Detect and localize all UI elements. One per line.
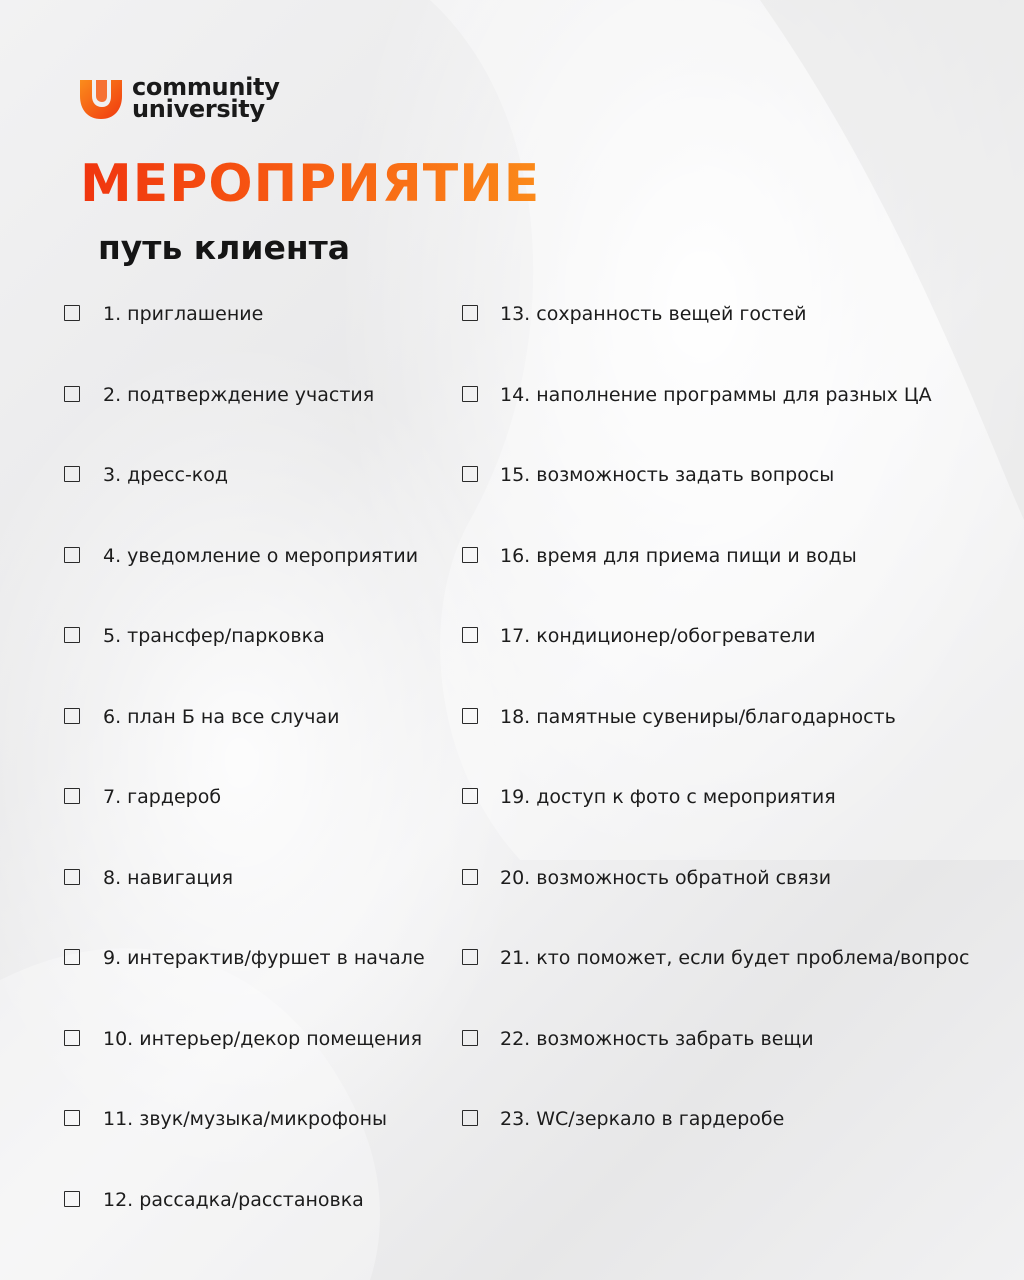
checkbox[interactable] — [462, 949, 478, 965]
checklist-item-label: 21. кто поможет, если будет проблема/вопрос — [500, 947, 970, 969]
checklist-item[interactable] — [462, 777, 1018, 858]
checkbox[interactable] — [64, 547, 80, 563]
checklist-item[interactable] — [462, 1019, 1018, 1100]
checklist-item[interactable] — [64, 536, 454, 617]
checklist-item-label: 10. интерьер/декор помещения — [103, 1027, 423, 1050]
checklist-item-label: 12. рассадка/расстановка — [103, 1188, 364, 1211]
checklist-item[interactable] — [64, 777, 454, 858]
checklist-item-label: 1. приглашение — [103, 303, 264, 325]
checklist-item[interactable] — [64, 616, 454, 697]
checkbox[interactable] — [64, 1030, 80, 1046]
checkbox[interactable] — [64, 788, 80, 804]
logo-line-university: university — [132, 95, 265, 123]
checkbox[interactable] — [462, 305, 478, 321]
checklist-item-label: 11. звук/музыка/микрофоны — [103, 1108, 388, 1130]
checklist-item[interactable] — [64, 294, 454, 375]
checkbox[interactable] — [64, 949, 80, 965]
checklist-item-label: 22. возможность забрать вещи — [500, 1027, 814, 1050]
checkbox[interactable] — [64, 305, 80, 321]
checklist-left-column — [64, 294, 454, 1264]
page-title: МЕРОПРИЯТИЕ — [80, 154, 541, 214]
checkbox[interactable] — [64, 708, 80, 724]
checklist-item-label: 18. памятные сувениры/благодарность — [500, 705, 896, 728]
checklist-item-label: 15. возможность задать вопросы — [500, 464, 835, 486]
checklist-right-column — [462, 294, 1018, 1264]
checkbox[interactable] — [64, 627, 80, 643]
checkbox[interactable] — [462, 466, 478, 482]
checkbox[interactable] — [462, 386, 478, 402]
checkbox[interactable] — [64, 466, 80, 482]
checklist-item-label: 13. сохранность вещей гостей — [500, 303, 807, 325]
checklist-item-label: 14. наполнение программы для разных ЦА — [500, 383, 932, 406]
checklist-item[interactable] — [64, 1099, 454, 1180]
checklist-item-label: 5. трансфер/парковка — [103, 625, 325, 647]
checklist-item[interactable] — [462, 697, 1018, 778]
checklist-item-label: 9. интерактив/фуршет в начале — [103, 947, 425, 969]
checklist-item[interactable] — [64, 938, 454, 1019]
logo-wordmark — [132, 73, 280, 123]
checklist-item-label: 20. возможность обратной связи — [500, 866, 832, 889]
checklist-item[interactable] — [64, 375, 454, 456]
checklist-item-label: 6. план Б на все случаи — [103, 705, 340, 728]
checklist-item-label: 23. WC/зеркало в гардеробе — [500, 1108, 785, 1130]
checkbox[interactable] — [462, 1030, 478, 1046]
checklist-item-label: 4. уведомление о мероприятии — [103, 544, 419, 567]
checklist-item[interactable] — [462, 455, 1018, 536]
checkbox[interactable] — [64, 1191, 80, 1207]
checkbox[interactable] — [64, 1110, 80, 1126]
checklist-item-label: 2. подтверждение участия — [103, 383, 375, 406]
logo-line-community: community — [132, 73, 280, 101]
checklist-item[interactable] — [64, 455, 454, 536]
checklist-item[interactable] — [64, 697, 454, 778]
checklist-item-label: 3. дресс-код — [103, 464, 229, 486]
checkbox[interactable] — [64, 386, 80, 402]
checklist-item[interactable] — [64, 1180, 454, 1261]
checklist-item[interactable] — [462, 294, 1018, 375]
checklist-item[interactable] — [462, 616, 1018, 697]
u-letter-logo-icon — [78, 76, 124, 120]
checklist-item-label: 8. навигация — [103, 866, 234, 889]
checklist-item-label: 17. кондиционер/обогреватели — [500, 625, 816, 647]
checkbox[interactable] — [462, 788, 478, 804]
checklist-item[interactable] — [462, 938, 1018, 1019]
checklist-item[interactable] — [462, 1099, 1018, 1180]
checklist-item-label: 16. время для приема пищи и воды — [500, 544, 857, 567]
checklist-item[interactable] — [462, 536, 1018, 617]
checkbox[interactable] — [462, 869, 478, 885]
checkbox[interactable] — [462, 547, 478, 563]
checklist-item-label: 7. гардероб — [103, 786, 222, 808]
checklist-item[interactable] — [462, 375, 1018, 456]
checklist-item[interactable] — [462, 858, 1018, 939]
checklist-item[interactable] — [64, 1019, 454, 1100]
checklist-item-label: 19. доступ к фото с мероприятия — [500, 786, 836, 808]
brand-logo — [78, 73, 280, 123]
checkbox[interactable] — [462, 627, 478, 643]
checkbox[interactable] — [64, 869, 80, 885]
checklist-item[interactable] — [64, 858, 454, 939]
checkbox[interactable] — [462, 708, 478, 724]
checkbox[interactable] — [462, 1110, 478, 1126]
page-subtitle: путь клиента — [98, 228, 351, 267]
